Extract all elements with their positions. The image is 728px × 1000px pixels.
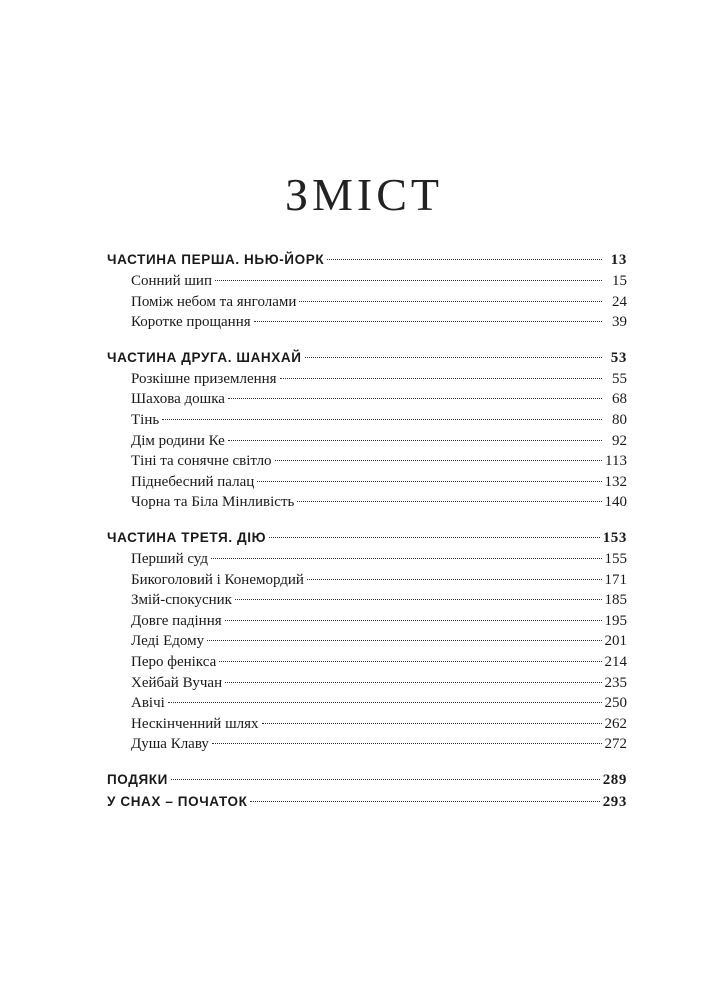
toc-page-number: 53 [610, 349, 627, 366]
toc-page-number: 68 [612, 391, 627, 408]
leader-dots [305, 357, 602, 358]
toc-chapter[interactable] [107, 549, 627, 570]
toc-chapter-label: Перо фенікса [131, 653, 217, 670]
leader-dots [299, 301, 602, 302]
toc-chapter[interactable] [107, 652, 627, 673]
section-spacer [107, 755, 627, 769]
toc-page-number: 55 [612, 370, 627, 387]
toc-end-heading[interactable] [107, 791, 627, 813]
toc-page-number: 153 [602, 529, 627, 546]
leader-dots [162, 419, 602, 420]
toc-chapter-label: Дім родини Ке [131, 432, 225, 449]
toc-chapter-label: Шахова дошка [131, 391, 225, 408]
toc-chapter[interactable] [107, 611, 627, 632]
leader-dots [228, 440, 602, 441]
leader-dots [211, 558, 602, 559]
toc-chapter-label: Поміж небом та янголами [131, 293, 297, 310]
toc-page-number: 262 [604, 715, 627, 732]
leader-dots [280, 378, 602, 379]
toc-page-number: 39 [612, 314, 627, 331]
toc-chapter-label: Леді Едому [131, 633, 205, 650]
leader-dots [297, 501, 601, 502]
leader-dots [207, 640, 601, 641]
toc-chapter[interactable] [107, 312, 627, 333]
toc-end-sections [107, 769, 627, 813]
leader-dots [275, 460, 602, 461]
leader-dots [307, 579, 602, 580]
leader-dots [262, 723, 602, 724]
toc-chapter[interactable] [107, 369, 627, 390]
toc-chapter[interactable] [107, 714, 627, 735]
toc-chapter-label: Перший суд [131, 550, 208, 567]
toc-page-number: 171 [604, 571, 627, 588]
toc-page-number: 140 [604, 494, 627, 511]
toc-page-number: 214 [604, 653, 627, 670]
toc-chapter-label: Чорна та Біла Мінливість [131, 494, 295, 511]
section-spacer [107, 513, 627, 527]
toc-page-number: 272 [604, 736, 627, 753]
table-of-contents [107, 249, 627, 813]
toc-part-label: ЧАСТИНА ДРУГА. ШАНХАЙ [107, 349, 302, 365]
toc-chapter-label: Піднебесний палац [131, 473, 255, 490]
toc-page-number: 155 [604, 550, 627, 567]
toc-chapter-label: Змій-спокусник [131, 592, 232, 609]
toc-part-heading[interactable] [107, 249, 627, 271]
toc-chapter[interactable] [107, 673, 627, 694]
toc-chapter-label: Розкішне приземлення [131, 370, 277, 387]
toc-part-label: ЧАСТИНА ПЕРША. НЬЮ-ЙОРК [107, 252, 325, 267]
toc-part-heading[interactable] [107, 527, 627, 549]
toc-page-number: 250 [604, 695, 627, 712]
toc-page-number: 80 [612, 411, 627, 428]
toc-chapter[interactable] [107, 693, 627, 714]
toc-page-number: 293 [602, 793, 627, 810]
toc-chapter[interactable] [107, 631, 627, 652]
toc-chapter[interactable] [107, 410, 627, 431]
toc-end-heading[interactable] [107, 769, 627, 791]
toc-chapter-label: Тінь [131, 411, 160, 428]
leader-dots [225, 620, 602, 621]
toc-part-1 [107, 249, 627, 333]
leader-dots [225, 682, 601, 683]
leader-dots [327, 259, 602, 260]
toc-chapter[interactable] [107, 389, 627, 410]
leader-dots [228, 398, 602, 399]
toc-chapter-label: Авічі [131, 695, 165, 712]
section-spacer [107, 333, 627, 347]
toc-chapter-label: Хейбай Вучан [131, 674, 223, 691]
toc-page-number: 235 [604, 674, 627, 691]
toc-chapter[interactable] [107, 451, 627, 472]
leader-dots [168, 702, 602, 703]
toc-page-number: 195 [604, 612, 627, 629]
toc-chapter[interactable] [107, 431, 627, 452]
toc-page-number: 15 [612, 273, 627, 289]
toc-page-number: 24 [612, 293, 627, 310]
toc-chapter-label: Нескінченний шлях [131, 715, 259, 732]
toc-part-heading[interactable] [107, 347, 627, 369]
toc-part-3 [107, 527, 627, 755]
toc-page-number: 113 [605, 453, 627, 470]
leader-dots [257, 481, 601, 482]
toc-end-label: У СНАХ – ПОЧАТОК [107, 793, 248, 809]
leader-dots [235, 599, 602, 600]
toc-page-number: 13 [610, 252, 627, 268]
toc-chapter-label: Коротке прощання [131, 314, 251, 331]
toc-end-label: ПОДЯКИ [107, 771, 168, 787]
toc-chapter[interactable] [107, 492, 627, 513]
toc-page-number: 201 [604, 633, 627, 650]
toc-page-number: 289 [602, 771, 627, 788]
toc-part-label: ЧАСТИНА ТРЕТЯ. ДІЮ [107, 529, 267, 545]
toc-chapter[interactable] [107, 734, 627, 755]
leader-dots [212, 743, 602, 744]
leader-dots [219, 661, 601, 662]
leader-dots [269, 537, 600, 538]
toc-page-number: 132 [604, 473, 627, 490]
toc-part-2 [107, 347, 627, 513]
leader-dots [215, 280, 602, 281]
toc-chapter-label: Сонний шип [131, 273, 212, 289]
toc-chapter[interactable] [107, 292, 627, 313]
page-title: ЗМІСТ [284, 169, 444, 220]
leader-dots [250, 801, 599, 802]
toc-chapter-label: Тіні та сонячне світло [131, 453, 272, 470]
leader-dots [171, 779, 600, 780]
toc-chapter[interactable] [107, 570, 627, 591]
toc-page-number: 185 [604, 592, 627, 609]
toc-chapter-label: Бикоголовий і Конемордий [131, 571, 304, 588]
toc-chapter[interactable] [107, 472, 627, 493]
leader-dots [254, 321, 602, 322]
toc-chapter[interactable] [107, 271, 627, 292]
toc-chapter[interactable] [107, 590, 627, 611]
toc-chapter-label: Душа Клаву [131, 736, 209, 753]
toc-page-number: 92 [612, 432, 627, 449]
toc-chapter-label: Довге падіння [131, 612, 222, 629]
